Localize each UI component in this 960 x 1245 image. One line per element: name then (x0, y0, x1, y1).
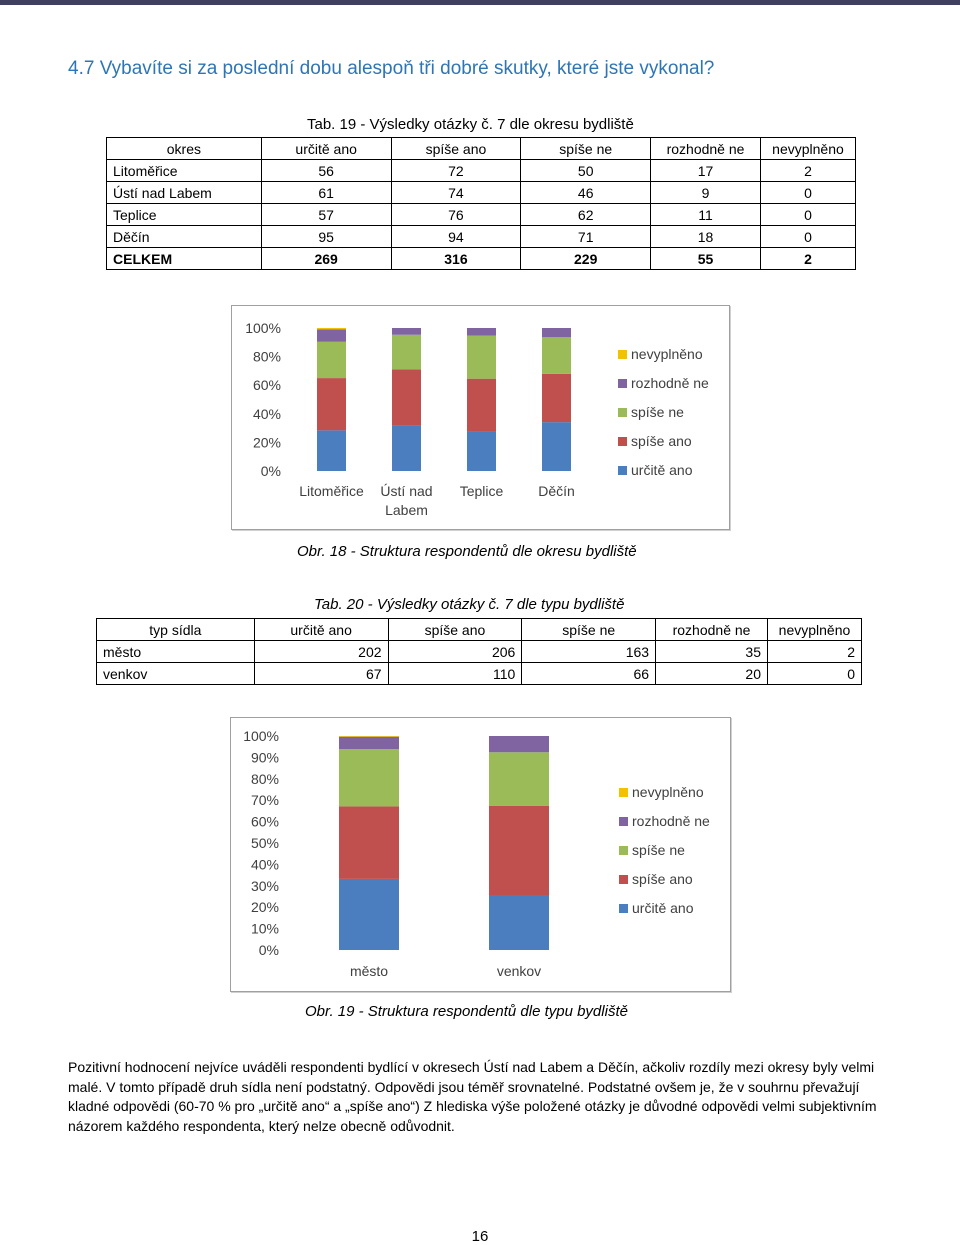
table1-header-row (107, 138, 856, 160)
table-cell: 62 (521, 204, 651, 226)
table-cell: 46 (521, 182, 651, 204)
y-tick-label: 100% (243, 728, 279, 744)
table-cell: 18 (651, 226, 761, 248)
table-total-row (107, 248, 856, 270)
bar-segment (339, 806, 399, 879)
table-cell: město (97, 641, 255, 663)
bar-segment (542, 337, 571, 374)
table-cell: 71 (521, 226, 651, 248)
bar-segment (392, 335, 421, 370)
y-tick-label: 60% (252, 377, 281, 394)
table-cell: 11 (651, 204, 761, 226)
table-cell: 206 (388, 641, 522, 663)
table-cell: 0 (760, 204, 855, 226)
bar-segment (317, 329, 346, 341)
table1-header-cell: nevyplněno (760, 138, 855, 160)
table-row (107, 160, 856, 182)
figure2-caption: Obr. 19 - Struktura respondentů dle typu bydliště (305, 1003, 628, 1020)
table-cell: 57 (261, 204, 391, 226)
y-tick-label: 90% (250, 749, 279, 766)
y-tick-label: 50% (250, 835, 279, 851)
table-cell: 94 (391, 226, 521, 248)
bar-segment (317, 328, 346, 329)
table2-header-cell: spíše ne (522, 619, 656, 641)
table-cell: Teplice (107, 204, 262, 226)
legend-label: nevyplněno (632, 784, 704, 800)
table2-header-cell: určitě ano (254, 619, 388, 641)
bar-segment (489, 806, 549, 896)
body-paragraph: Pozitivní hodnocení nejvíce uváděli respondenti bydlící v okresech Ústí nad Labem a Děčín, ačkoliv rozdíly mezi okresy byly velmi malé. V tomto případě druh sídla není podstatný. Odpovědi jsou téměř srovnatelné. Podstatné ovšem je, že v souhrnu převažují kladné odpovědi (60-70 % pro „určitě ano“ a „spíše ano“) Z hlediska výše položené otázky je důvodné odpovědi velmi subjektivním názorem každého respondenta, který nelze obecně odůvodnit. (68, 1059, 877, 1134)
bar-segment (489, 752, 549, 806)
legend-swatch (619, 788, 628, 797)
table-cell: 95 (261, 226, 391, 248)
x-category-label: Labem (385, 502, 428, 518)
table1-header-cell: rozhodně ne (651, 138, 761, 160)
y-tick-label: 20% (252, 434, 281, 451)
y-tick-label: 40% (250, 856, 279, 873)
table-cell: 229 (521, 248, 651, 270)
bar-segment (392, 328, 421, 335)
bar-segment (489, 736, 549, 752)
legend-label: spíše ne (632, 842, 685, 858)
x-category-label: Děčín (538, 483, 575, 499)
legend-label: rozhodně ne (632, 813, 710, 829)
bar-segment (467, 431, 496, 471)
y-tick-label: 10% (250, 920, 279, 937)
table2-header-cell: typ sídla (97, 619, 255, 641)
legend-label: spíše ano (631, 433, 692, 449)
bar-segment (489, 895, 549, 950)
table-cell: 67 (254, 663, 388, 685)
y-tick-label: 70% (250, 792, 279, 809)
table-row (107, 226, 856, 248)
bar-segment (392, 425, 421, 471)
table2-header-cell: rozhodně ne (656, 619, 768, 641)
table2-caption: Tab. 20 - Výsledky otázky č. 7 dle typu bydliště (314, 596, 625, 613)
table2-header-cell: nevyplněno (767, 619, 861, 641)
legend-label: spíše ne (631, 404, 684, 420)
table-cell: 50 (521, 160, 651, 182)
bar-segment (467, 328, 496, 336)
table1-header-cell: spíše ano (391, 138, 521, 160)
table-cell: 72 (391, 160, 521, 182)
table-cell: 20 (656, 663, 768, 685)
bar-segment (467, 336, 496, 379)
bar-segment (542, 374, 571, 422)
y-tick-label: 0% (258, 942, 279, 958)
bar-segment (339, 736, 399, 737)
table-cell: 316 (391, 248, 521, 270)
table-cell: 202 (254, 641, 388, 663)
x-category-label: Litoměřice (299, 483, 364, 499)
x-category-label: venkov (496, 963, 542, 979)
table-cell: 74 (391, 182, 521, 204)
table-row (97, 641, 862, 663)
legend-swatch (618, 408, 627, 417)
table-cell: 2 (767, 641, 861, 663)
table1 (106, 137, 856, 270)
bar-segment (339, 737, 399, 749)
table-cell: 9 (651, 182, 761, 204)
legend-label: spíše ano (632, 871, 693, 887)
legend-swatch (618, 350, 627, 359)
table-cell: 0 (760, 226, 855, 248)
table1-caption: Tab. 19 - Výsledky otázky č. 7 dle okresu bydliště (307, 116, 634, 133)
legend-label: určitě ano (632, 900, 694, 916)
table-cell: Děčín (107, 226, 262, 248)
y-tick-label: 20% (250, 899, 279, 916)
section-heading: 4.7 Vybavíte si za poslední dobu alespoň tři dobré skutky, které jste vykonal? (68, 58, 715, 79)
y-tick-label: 40% (252, 405, 281, 422)
figure1-caption: Obr. 18 - Struktura respondentů dle okresu bydliště (297, 543, 637, 560)
y-tick-label: 30% (250, 877, 279, 894)
table-cell: venkov (97, 663, 255, 685)
bar-segment (317, 378, 346, 430)
bar-segment (339, 749, 399, 806)
x-category-label: město (349, 963, 389, 979)
bar-segment (317, 342, 346, 378)
table-row (107, 204, 856, 226)
y-tick-label: 80% (250, 770, 279, 787)
legend-swatch (618, 466, 627, 475)
x-category-label: Ústí nad (380, 483, 433, 499)
bar-segment (392, 369, 421, 425)
chart-settlement-type (230, 717, 731, 992)
table2-header-row (97, 619, 862, 641)
table-row (107, 182, 856, 204)
legend-swatch (619, 817, 628, 826)
table-cell: 66 (522, 663, 656, 685)
legend-swatch (618, 379, 627, 388)
legend-label: rozhodně ne (631, 375, 709, 391)
y-tick-label: 80% (252, 348, 281, 365)
table-cell: 61 (261, 182, 391, 204)
chart-district (231, 305, 730, 530)
bar-segment (317, 430, 346, 471)
y-tick-label: 100% (245, 320, 281, 336)
chart-svg (231, 718, 730, 991)
bar-segment (542, 328, 571, 337)
table-cell: Ústí nad Labem (107, 182, 262, 204)
legend-swatch (619, 846, 628, 855)
bar-segment (542, 422, 571, 471)
page-number: 16 (471, 1228, 489, 1245)
legend-swatch (618, 437, 627, 446)
table-cell: 35 (656, 641, 768, 663)
x-category-label: Teplice (459, 483, 504, 499)
legend-swatch (619, 904, 628, 913)
table-cell: 17 (651, 160, 761, 182)
y-tick-label: 60% (250, 813, 279, 830)
table-cell: 55 (651, 248, 761, 270)
legend-label: nevyplněno (631, 346, 703, 362)
bar-segment (339, 879, 399, 950)
table1-header-cell: určitě ano (261, 138, 391, 160)
top-border (0, 0, 960, 5)
table-cell: 2 (760, 160, 855, 182)
table-cell: 0 (767, 663, 861, 685)
table2-header-cell: spíše ano (388, 619, 522, 641)
table-cell: CELKEM (107, 248, 262, 270)
legend-label: určitě ano (631, 462, 693, 478)
table2 (96, 618, 862, 685)
legend-swatch (619, 875, 628, 884)
table-cell: Litoměřice (107, 160, 262, 182)
y-tick-label: 0% (260, 463, 281, 479)
table-cell: 2 (760, 248, 855, 270)
table1-header-cell: okres (107, 138, 262, 160)
table-row (97, 663, 862, 685)
table-cell: 110 (388, 663, 522, 685)
table-cell: 163 (522, 641, 656, 663)
bar-segment (467, 379, 496, 432)
table-cell: 0 (760, 182, 855, 204)
table-cell: 269 (261, 248, 391, 270)
chart-svg (232, 306, 729, 529)
table-cell: 76 (391, 204, 521, 226)
table1-header-cell: spíše ne (521, 138, 651, 160)
table-cell: 56 (261, 160, 391, 182)
